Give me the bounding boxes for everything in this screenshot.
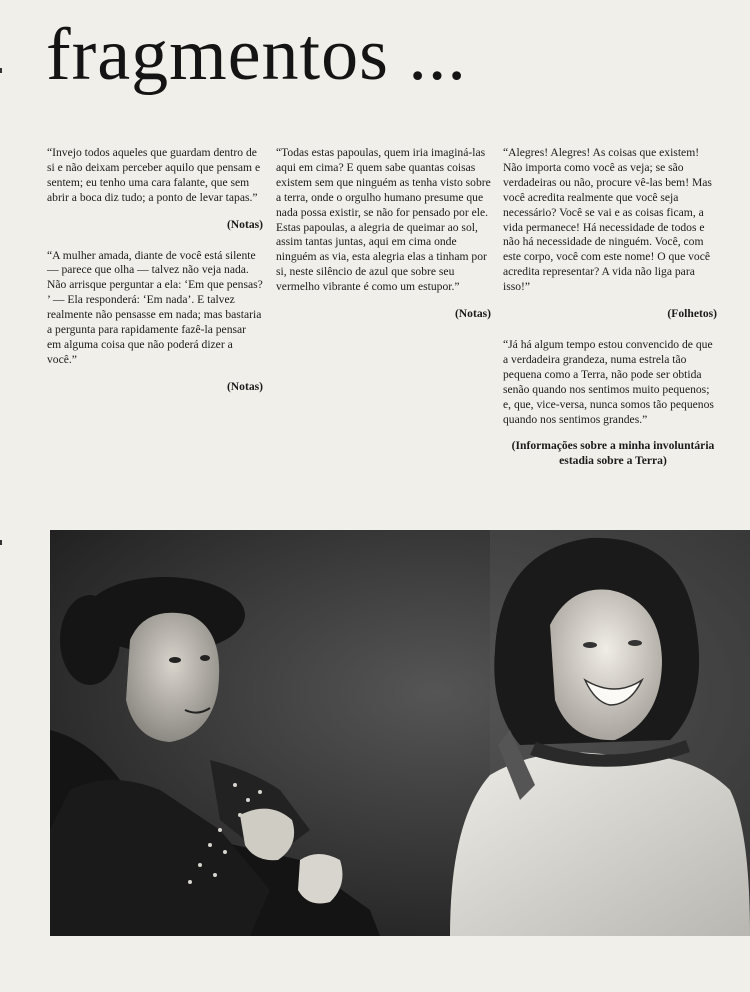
quote-text: “Invejo todos aqueles que guardam dentro de si e não deixam perceber aquilo que pensam e sentem; eu tenho uma cara falante, que sem abrir a boca diz tudo; a ponto de levar tapas.”	[47, 146, 261, 204]
quote-source: (Folhetos)	[667, 307, 717, 321]
two-actresses-photo	[50, 530, 750, 936]
quote-source: (Notas)	[454, 307, 491, 321]
quote-column-2	[276, 146, 491, 322]
quote-text: “Todas estas papoulas, quem iria imaginá-las aqui em cima? E quem sabe quantas coisas existem sem que ninguém as tenha visto sobre a terra, onde o orgulho humano presume que nada possa existir, se não for pensado por ele. Estas papoulas, a alegria de queimar ao sol, assim tantas juntas, aqui em cima onde ninguém as via, esta alegria elas a tinham por si, neste silêncio de azul que sobre seu vermelho vibrante é como um estupor.”	[276, 146, 491, 294]
page-edge-mark	[0, 540, 2, 545]
quote-text: “Alegres! Alegres! As coisas que existem! Não importa como você as veja; se são verdadeiras ou não, procure vê-las bem! Mas você acredita realmente que você seja necessário? Você se vai e as coisas ficam, a vida permanece! Há necessidade de todos e não há necessidade de ninguém. Você, com este corpo, você com este nome! O que você acredita representar? A vida não liga para isso!”	[503, 146, 712, 294]
page-edge-mark	[0, 68, 2, 73]
quote-text: “A mulher amada, diante de você está silente — parece que olha — talvez não veja nada. Não arrisque perguntar a ela: ‘Em que pensas? ’ — Ela responderá: ‘Em nada’. E talvez realmente não pensasse em nada; mas bastaria a pergunta para rapidamente fazê-la pensar em alguma coisa que não poderá dizer a você.”	[47, 248, 263, 366]
quote-source: (Notas)	[226, 379, 263, 393]
quote-text: “Já há algum tempo estou convencido de que a verdadeira grandeza, numa estrela tão pequena como a Terra, não pode ser obtida senão quando nos sentimos muito pequenos; e, que, vice-versa, nunca somos tão pequenos quando nos sentimos grandes.”	[503, 337, 714, 426]
page-title: fragmentos ...	[46, 14, 467, 96]
quote-source: (Informações sobre a minha involuntária estadia sobre a Terra)	[511, 439, 715, 468]
quote-source: (Notas)	[226, 217, 263, 231]
quote-column-1	[47, 146, 263, 395]
quote-column-3	[503, 146, 717, 469]
